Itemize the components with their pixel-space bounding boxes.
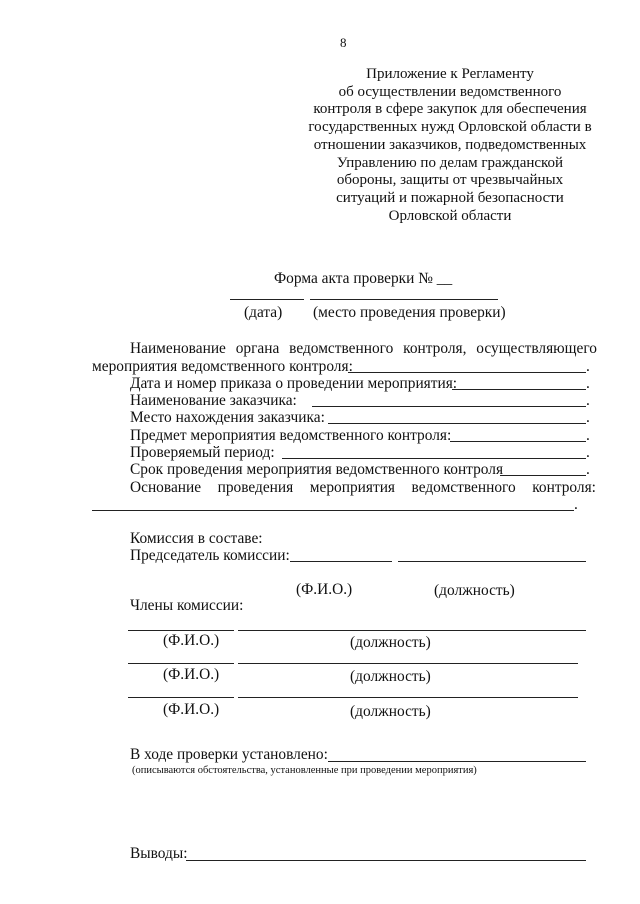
form-title: Форма акта проверки № __ [274, 270, 453, 287]
appendix-line: Орловской области [388, 207, 512, 224]
appendix-line: контроля в сфере закупок для обеспечения [313, 101, 587, 118]
customer-name-label: Наименование заказчика: [130, 392, 297, 409]
word: осуществляющего [476, 340, 597, 357]
member-1-fio-caption: (Ф.И.О.) [163, 632, 220, 649]
appendix-line: государственных нужд Орловской области в [308, 119, 592, 136]
org-line-1 [130, 340, 597, 358]
customer-location-label: Место нахождения заказчика: [130, 409, 325, 426]
order-label: Дата и номер приказа о проведении мероприятия: [130, 375, 458, 392]
established-label: В ходе проверки установлено: [130, 746, 328, 763]
place-caption: (место проведения проверки) [313, 304, 506, 321]
word: органа [235, 340, 280, 357]
chairman-fio-line [290, 561, 392, 562]
dot: . [586, 409, 590, 426]
dot: . [586, 375, 590, 392]
period-fill-line [282, 458, 586, 459]
member-3-fio-line [128, 697, 234, 698]
dot: . [586, 427, 590, 444]
member-3-position-line [238, 697, 578, 698]
org-line-2: мероприятия ведомственного контроля: [92, 358, 353, 375]
appendix-line: Приложение к Регламенту [366, 66, 534, 82]
term-label: Срок проведения мероприятия ведомственного контроля [130, 461, 504, 478]
appendix-line: об осуществлении ведомственного [338, 83, 562, 100]
member-2-position-line [238, 663, 578, 664]
conclusions-label: Выводы: [130, 845, 188, 862]
word: ведомственного [289, 340, 394, 357]
commission-header: Комиссия в составе: [130, 530, 263, 547]
appendix-line: отношении заказчиков, подведомственных [313, 136, 587, 153]
member-1-position-line [238, 630, 586, 631]
word: контроля: [532, 479, 596, 496]
appendix-header [300, 66, 600, 225]
member-2-fio-line [128, 663, 234, 664]
basis-fill-line [92, 510, 574, 511]
place-line [310, 299, 498, 300]
date-caption: (дата) [244, 304, 283, 321]
member-1-position-caption: (должность) [350, 634, 431, 651]
member-3-position-caption: (должность) [350, 703, 431, 720]
subject-label: Предмет мероприятия ведомственного контроля: [130, 427, 452, 444]
customer-name-fill-line [312, 406, 586, 407]
member-1-fio-line [128, 630, 234, 631]
chairman-fio-caption: (Ф.И.О.) [296, 581, 353, 598]
dot: . [586, 358, 590, 375]
appendix-line: обороны, защиты от чрезвычайных [336, 172, 564, 189]
order-fill-line [452, 389, 586, 390]
chairman-position-line [398, 561, 586, 562]
appendix-line: ситуаций и пожарной безопасности [336, 189, 564, 206]
word: Наименование [130, 340, 226, 357]
word: Основание [130, 479, 202, 496]
date-line [230, 299, 304, 300]
term-fill-line [500, 475, 586, 476]
dot: . [586, 392, 590, 409]
page-number: 8 [340, 35, 347, 50]
word: ведомственного [411, 479, 516, 496]
chairman-label: Председатель комиссии: [130, 547, 290, 564]
org-fill-line [348, 372, 586, 373]
subject-fill-line [450, 441, 586, 442]
member-3-fio-caption: (Ф.И.О.) [163, 701, 220, 718]
period-label: Проверяемый период: [130, 444, 275, 461]
member-2-position-caption: (должность) [350, 668, 431, 685]
dot: . [574, 496, 578, 513]
word: мероприятия [309, 479, 396, 496]
word: контроля, [403, 340, 467, 357]
members-label: Члены комиссии: [130, 597, 244, 614]
conclusions-fill-line [186, 860, 586, 861]
established-fill-line [328, 761, 586, 762]
customer-location-fill-line [328, 423, 586, 424]
basis-line [130, 479, 596, 497]
established-note: (описываются обстоятельства, установленные при проведении мероприятия) [132, 765, 477, 776]
chairman-position-caption: (должность) [434, 582, 515, 599]
appendix-line: Управлению по делам гражданской [336, 154, 564, 171]
dot: . [586, 444, 590, 461]
member-2-fio-caption: (Ф.И.О.) [163, 666, 220, 683]
word: проведения [217, 479, 294, 496]
dot: . [586, 461, 590, 478]
